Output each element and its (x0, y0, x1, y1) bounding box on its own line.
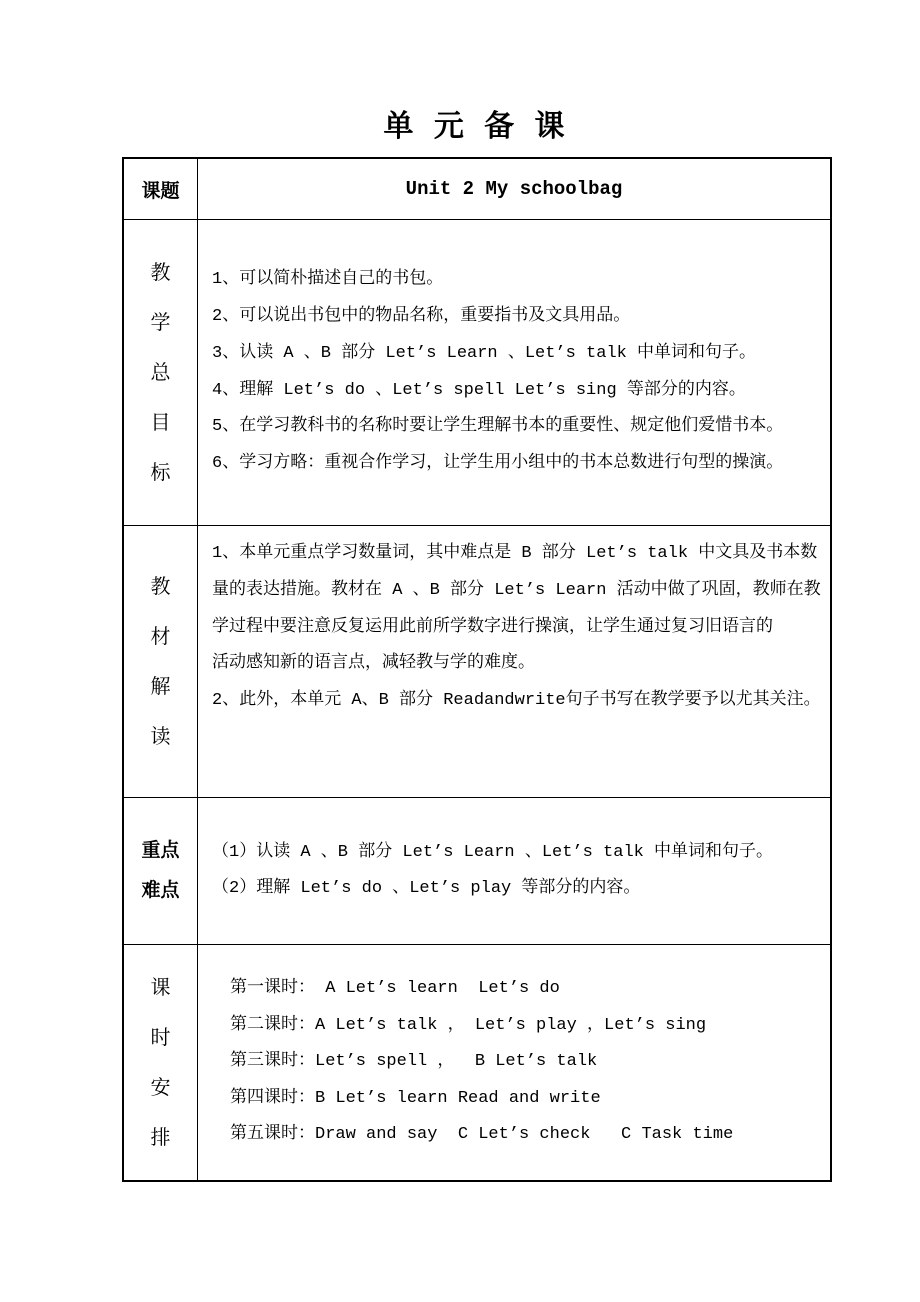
row-teaching-goals (124, 219, 830, 525)
unit-prep-table (122, 157, 832, 1182)
analysis-line: 1、本单元重点学习数量词，其中难点是 B 部分 Let’s talk 中文具及书本数 (212, 544, 818, 563)
teaching-goals-label: 教 学 总 目 标 (124, 220, 198, 525)
goal-line: 3、认读 A 、B 部分 Let’s Learn 、Let’s talk 中单词和句子。 (212, 343, 757, 363)
analysis-line: 学过程中要注意反复运用此前所学数字进行操演，让学生通过复习旧语言的 (212, 617, 773, 637)
lesson-schedule-content (198, 945, 830, 1180)
schedule-line: 第四课时：B Let’s learn Read and write (230, 1088, 601, 1108)
teaching-goals-content (198, 220, 830, 525)
lesson-schedule-label: 课 时 安 排 (124, 945, 198, 1180)
key-points-label: 重点 难点 (124, 798, 198, 944)
analysis-line: 量的表达措施。教材在 A 、B 部分 Let’s Learn 活动中做了巩固，教师在教 (212, 580, 821, 600)
schedule-line: 第二课时：A Let’s talk ， Let’s play ，Let’s sing (230, 1015, 707, 1035)
material-analysis-content (198, 526, 830, 797)
topic-label: 课题 (124, 159, 198, 219)
material-analysis-label: 教 材 解 读 (124, 526, 198, 797)
analysis-line: 2、此外，本单元 A、B 部分 Readandwrite句子书写在教学要予以尤其关注。 (212, 691, 821, 711)
goal-line: 1、可以简朴描述自己的书包。 (212, 270, 444, 290)
row-material-analysis (124, 525, 830, 797)
key-point-line: （2）理解 Let’s do 、Let’s play 等部分的内容。 (212, 879, 641, 898)
page-title: 单 元 备 课 (383, 110, 571, 143)
goal-line: 5、在学习教科书的名称时要让学生理解书本的重要性、规定他们爱惜书本。 (212, 417, 784, 437)
row-topic (124, 159, 830, 219)
schedule-line: 第五课时：Draw and say C Let’s check C Task time (230, 1125, 734, 1145)
goal-line: 6、学习方略：重视合作学习，让学生用小组中的书本总数进行句型的操演。 (212, 454, 784, 474)
analysis-line: 活动感知新的语言点，减轻教与学的难度。 (212, 654, 535, 674)
key-points-content (198, 798, 830, 944)
goal-line: 2、可以说出书包中的物品名称，重要指书及文具用品。 (212, 306, 631, 326)
row-lesson-schedule (124, 944, 830, 1180)
schedule-line: 第三课时：Let’s spell ， B Let’s talk (230, 1052, 598, 1072)
schedule-line: 第一课时： A Let’s learn Let’s do (230, 979, 560, 999)
topic-value: Unit 2 My schoolbag (405, 178, 623, 200)
row-key-points (124, 797, 830, 944)
goal-line: 4、理解 Let’s do 、Let’s spell Let’s sing 等部分的内容。 (212, 380, 746, 400)
key-point-line: （1）认读 A 、B 部分 Let’s Learn 、Let’s talk 中单词和句子。 (212, 843, 774, 862)
